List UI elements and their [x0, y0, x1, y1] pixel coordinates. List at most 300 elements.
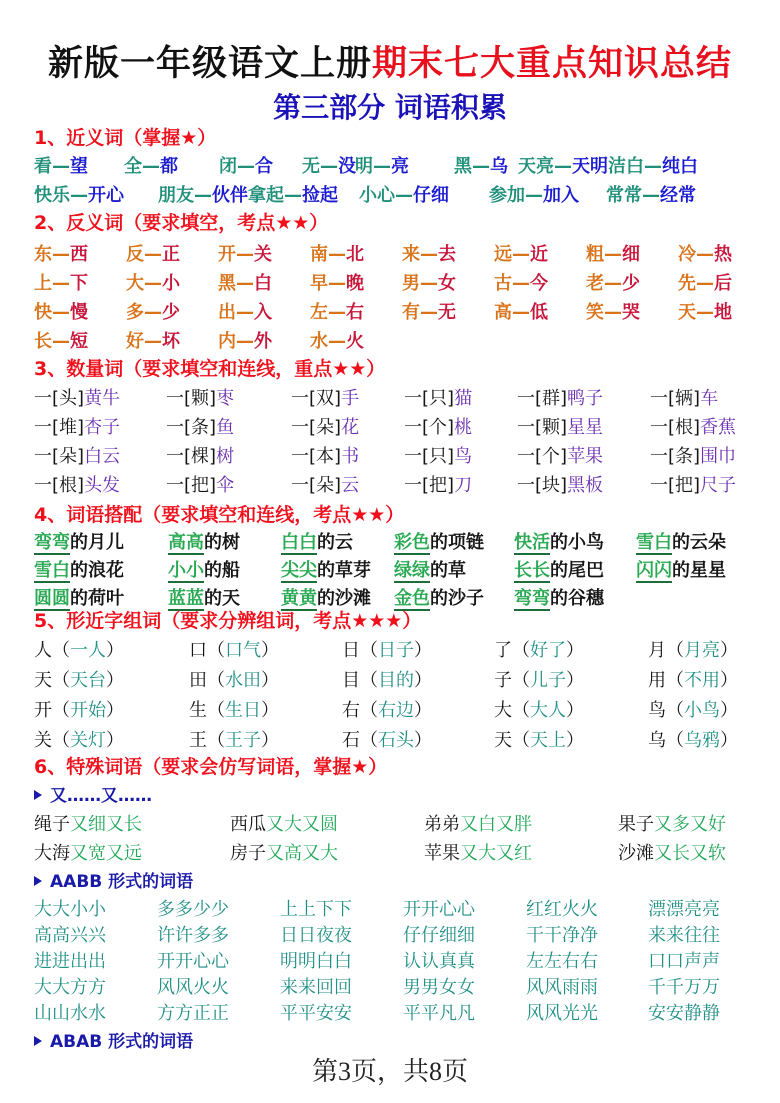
char-word	[189, 726, 279, 752]
word: 不用	[684, 670, 720, 691]
word: 天上	[530, 730, 566, 751]
descriptor: 又宽又远	[70, 843, 142, 864]
word-a: 朋友	[158, 185, 194, 206]
section-heading-similar-characters: 5、形近字组词（要求分辨组词，考点★★★）	[34, 610, 422, 632]
dash: —	[420, 273, 438, 294]
paren: （	[360, 640, 378, 661]
aabb-word: 风风火火	[157, 977, 229, 998]
dash: —	[328, 273, 346, 294]
word: 小鸟	[684, 700, 720, 721]
collocation	[514, 556, 604, 582]
antonym-pair	[34, 298, 88, 324]
you-you-phrase	[618, 810, 726, 836]
word-b: 入	[254, 302, 272, 323]
word-b: 地	[714, 302, 732, 323]
word-b: 加入	[543, 185, 579, 206]
word-b: 无	[438, 302, 456, 323]
bracket-open: 一[	[517, 417, 543, 438]
word-a: 来	[402, 244, 420, 265]
word-b: 开心	[88, 185, 124, 206]
noun: 香蕉	[700, 417, 737, 438]
phrase: 的云朵	[672, 532, 726, 553]
word-a: 左	[310, 302, 328, 323]
measure-word	[650, 471, 736, 497]
paren: （	[52, 640, 70, 661]
paren: （	[512, 730, 530, 751]
bracket-open: 一[	[291, 475, 317, 496]
dash: —	[236, 331, 254, 352]
bracket-open: 一[	[404, 388, 430, 409]
section-heading-measure-words: 3、数量词（要求填空和连线，重点★★）	[34, 358, 386, 380]
aabb-word: 方方正正	[157, 1003, 229, 1024]
character: 关	[34, 730, 52, 751]
word: 生日	[225, 700, 261, 721]
word-b: 低	[530, 302, 548, 323]
word-b: 去	[438, 244, 456, 265]
bracket-close: ]	[334, 388, 342, 409]
bracket-close: ]	[77, 475, 85, 496]
word-b: 望	[70, 156, 88, 177]
dash: —	[236, 244, 254, 265]
page-subtitle: 第三部分 词语积累	[273, 91, 507, 124]
measure-word	[166, 442, 234, 468]
aabb-word: 风风雨雨	[526, 977, 598, 998]
measure: 朵	[59, 446, 78, 467]
paren: ）	[106, 640, 124, 661]
word-b: 女	[438, 273, 456, 294]
dash: —	[525, 185, 543, 206]
measure: 个	[542, 446, 561, 467]
noun: 枣	[216, 388, 235, 409]
word-b: 关	[254, 244, 272, 265]
underlined-word: 蓝蓝	[168, 588, 204, 609]
antonym-pair	[126, 269, 180, 295]
antonym-pair	[218, 327, 272, 353]
paren: ）	[261, 700, 279, 721]
bracket-open: 一[	[404, 475, 430, 496]
word-b: 晚	[346, 273, 364, 294]
subheading-text: AABB 形式的词语	[50, 872, 194, 892]
measure-word	[650, 384, 718, 410]
page-title	[0, 36, 780, 86]
measure-word	[291, 471, 359, 497]
antonym-pair	[678, 269, 732, 295]
aabb-word: 口口声声	[648, 951, 720, 972]
underlined-word: 闪闪	[636, 560, 672, 581]
bracket-open: 一[	[291, 417, 317, 438]
phrase: 的云	[317, 532, 353, 553]
char-word	[189, 666, 279, 692]
word-a: 南	[310, 244, 328, 265]
you-you-phrase	[230, 839, 338, 865]
aabb-word: 山山水水	[34, 1003, 106, 1024]
word: 水田	[225, 670, 261, 691]
paren: （	[666, 640, 684, 661]
bracket-close: ]	[560, 388, 568, 409]
aabb-word: 高高兴兴	[34, 925, 106, 946]
dash: —	[696, 244, 714, 265]
triangle-bullet-icon	[34, 790, 42, 800]
dash: —	[395, 185, 413, 206]
bracket-close: ]	[693, 388, 701, 409]
measure: 只	[429, 446, 448, 467]
measure: 块	[542, 475, 561, 496]
word-a: 冷	[678, 244, 696, 265]
dash: —	[236, 273, 254, 294]
character: 目	[342, 670, 360, 691]
word-b: 热	[714, 244, 732, 265]
char-word	[342, 696, 432, 722]
underlined-word: 圆圆	[34, 588, 70, 609]
aabb-word: 日日夜夜	[280, 925, 352, 946]
bracket-open: 一[	[650, 446, 676, 467]
collocation	[514, 584, 604, 610]
subheading-you-you	[34, 781, 152, 806]
phrase: 的草芽	[317, 560, 371, 581]
paren: （	[666, 670, 684, 691]
word-a: 天	[678, 302, 696, 323]
antonym-pair	[402, 298, 456, 324]
noun: 头发	[84, 475, 121, 496]
you-you-phrase	[34, 839, 142, 865]
paren: ）	[414, 670, 432, 691]
word-a: 明	[355, 156, 373, 177]
synonym-pair	[355, 152, 409, 178]
phrase: 的船	[204, 560, 240, 581]
char-word	[494, 726, 584, 752]
phrase: 的树	[204, 532, 240, 553]
phrase: 的浪花	[70, 560, 124, 581]
word: 日子	[378, 640, 414, 661]
measure-word	[34, 471, 120, 497]
char-word	[648, 696, 738, 722]
synonym-pair	[606, 181, 696, 207]
word: 石头	[378, 730, 414, 751]
paren: ）	[566, 730, 584, 751]
synonym-pair	[302, 152, 356, 178]
word-b: 合	[255, 156, 273, 177]
synonym-pair	[34, 181, 124, 207]
phrase: 的月儿	[70, 532, 124, 553]
paren: ）	[414, 700, 432, 721]
measure: 只	[429, 388, 448, 409]
word-a: 参加	[489, 185, 525, 206]
word: 口气	[225, 640, 261, 661]
measure-word	[291, 384, 359, 410]
measure: 双	[316, 388, 335, 409]
character: 石	[342, 730, 360, 751]
antonym-pair	[494, 269, 548, 295]
word-b: 少	[162, 302, 180, 323]
measure-word	[34, 413, 120, 439]
dash: —	[144, 331, 162, 352]
word-b: 短	[70, 331, 88, 352]
character: 乌	[648, 730, 666, 751]
word-b: 下	[70, 273, 88, 294]
antonym-pair	[494, 298, 548, 324]
word-a: 反	[126, 244, 144, 265]
dash: —	[373, 156, 391, 177]
char-word	[494, 666, 584, 692]
antonym-pair	[34, 240, 88, 266]
bracket-open: 一[	[517, 475, 543, 496]
dash: —	[644, 156, 662, 177]
descriptor: 又高又大	[266, 843, 338, 864]
synonym-pair	[359, 181, 449, 207]
paren: （	[512, 670, 530, 691]
bracket-open: 一[	[34, 475, 60, 496]
noun: 伞	[216, 475, 235, 496]
antonym-pair	[126, 240, 180, 266]
bracket-close: ]	[693, 446, 701, 467]
word: 右边	[378, 700, 414, 721]
word-a: 大	[126, 273, 144, 294]
bracket-close: ]	[447, 475, 455, 496]
noun: 车	[700, 388, 719, 409]
character: 右	[342, 700, 360, 721]
subheading-text: 又……又……	[50, 786, 152, 806]
paren: ）	[566, 670, 584, 691]
measure: 辆	[675, 388, 694, 409]
word: 关灯	[70, 730, 106, 751]
triangle-bullet-icon	[34, 1036, 42, 1046]
paren: ）	[261, 670, 279, 691]
antonym-pair	[678, 240, 732, 266]
measure: 条	[675, 446, 694, 467]
measure: 朵	[316, 475, 335, 496]
underlined-word: 弯弯	[34, 532, 70, 553]
dash: —	[420, 302, 438, 323]
noun: 刀	[454, 475, 473, 496]
subheading-abab	[34, 1027, 193, 1052]
bracket-close: ]	[447, 388, 455, 409]
aabb-word: 来来回回	[280, 977, 352, 998]
word-b: 后	[714, 273, 732, 294]
bracket-close: ]	[560, 475, 568, 496]
collocation	[281, 556, 371, 582]
antonym-pair	[218, 240, 272, 266]
noun: 鱼	[216, 417, 235, 438]
noun: 鸟	[454, 446, 473, 467]
word: 大人	[530, 700, 566, 721]
antonym-pair	[586, 269, 640, 295]
synonym-pair	[34, 152, 88, 178]
measure-word	[166, 384, 234, 410]
underlined-word: 雪白	[34, 560, 70, 581]
paren: ）	[720, 670, 738, 691]
aabb-word: 仔仔细细	[403, 925, 475, 946]
word: 目的	[378, 670, 414, 691]
dash: —	[696, 302, 714, 323]
word-a: 多	[126, 302, 144, 323]
measure-word	[166, 413, 234, 439]
word-b: 白	[254, 273, 272, 294]
dash: —	[512, 244, 530, 265]
bracket-open: 一[	[34, 417, 60, 438]
noun: 云	[341, 475, 360, 496]
paren: ）	[414, 730, 432, 751]
word: 儿子	[530, 670, 566, 691]
noun: 花	[341, 417, 360, 438]
paren: （	[666, 700, 684, 721]
noun: 西瓜	[230, 814, 266, 835]
word-a: 拿起	[248, 185, 284, 206]
aabb-word: 进进出出	[34, 951, 106, 972]
measure-word	[650, 413, 736, 439]
you-you-phrase	[230, 810, 338, 836]
descriptor: 又细又长	[70, 814, 142, 835]
bracket-open: 一[	[650, 388, 676, 409]
antonym-pair	[218, 298, 272, 324]
paren: （	[207, 670, 225, 691]
measure: 颗	[542, 417, 561, 438]
noun: 苹果	[567, 446, 604, 467]
bracket-close: ]	[693, 417, 701, 438]
antonym-pair	[310, 298, 364, 324]
aabb-word: 大大方方	[34, 977, 106, 998]
antonym-pair	[494, 240, 548, 266]
antonym-pair	[126, 327, 180, 353]
word-b: 西	[70, 244, 88, 265]
collocation	[168, 528, 240, 554]
collocation	[281, 528, 353, 554]
noun: 猫	[454, 388, 473, 409]
word-b: 慢	[70, 302, 88, 323]
character: 鸟	[648, 700, 666, 721]
noun: 弟弟	[424, 814, 460, 835]
noun: 桃	[454, 417, 473, 438]
paren: ）	[720, 640, 738, 661]
paren: （	[52, 700, 70, 721]
noun: 大海	[34, 843, 70, 864]
bracket-open: 一[	[291, 446, 317, 467]
collocation	[394, 556, 466, 582]
dash: —	[52, 156, 70, 177]
dash: —	[328, 302, 346, 323]
aabb-word: 干干净净	[526, 925, 598, 946]
synonym-pair	[489, 181, 579, 207]
phrase: 的沙滩	[317, 588, 371, 609]
character: 王	[189, 730, 207, 751]
dash: —	[52, 302, 70, 323]
character: 大	[494, 700, 512, 721]
character: 子	[494, 670, 512, 691]
word-a: 长	[34, 331, 52, 352]
you-you-phrase	[34, 810, 142, 836]
word-a: 有	[402, 302, 420, 323]
measure-word	[404, 442, 472, 468]
phrase: 的项链	[430, 532, 484, 553]
dash: —	[604, 244, 622, 265]
dash: —	[604, 302, 622, 323]
paren: （	[360, 730, 378, 751]
aabb-word: 明明白白	[280, 951, 352, 972]
character: 用	[648, 670, 666, 691]
char-word	[34, 666, 124, 692]
word-b: 没	[338, 156, 356, 177]
word-b: 右	[346, 302, 364, 323]
word-a: 远	[494, 244, 512, 265]
char-word	[189, 636, 279, 662]
section-heading-synonyms: 1、近义词（掌握★）	[34, 127, 217, 149]
underlined-word: 尖尖	[281, 560, 317, 581]
collocation	[394, 528, 484, 554]
measure: 个	[429, 417, 448, 438]
noun: 房子	[230, 843, 266, 864]
dash: —	[70, 185, 88, 206]
bracket-open: 一[	[166, 388, 192, 409]
char-word	[342, 636, 432, 662]
aabb-word: 平平凡凡	[403, 1003, 475, 1024]
bracket-close: ]	[77, 446, 85, 467]
synonym-pair	[248, 181, 338, 207]
word-a: 古	[494, 273, 512, 294]
descriptor: 又大又圆	[266, 814, 338, 835]
measure-word	[291, 442, 359, 468]
antonym-pair	[218, 269, 272, 295]
aabb-word: 左左右右	[526, 951, 598, 972]
underlined-word: 快活	[514, 532, 550, 553]
aabb-word: 千千万万	[648, 977, 720, 998]
aabb-word: 上上下下	[280, 899, 352, 920]
descriptor: 又长又软	[654, 843, 726, 864]
bracket-close: ]	[334, 417, 342, 438]
bracket-close: ]	[560, 446, 568, 467]
descriptor: 又大又红	[460, 843, 532, 864]
antonym-pair	[586, 298, 640, 324]
underlined-word: 小小	[168, 560, 204, 581]
paren: （	[207, 730, 225, 751]
subheading-aabb	[34, 867, 193, 892]
word: 月亮	[684, 640, 720, 661]
descriptor: 又白又胖	[460, 814, 532, 835]
word-a: 洁白	[608, 156, 644, 177]
bracket-close: ]	[209, 475, 217, 496]
antonym-pair	[402, 269, 456, 295]
measure: 根	[59, 475, 78, 496]
underlined-word: 绿绿	[394, 560, 430, 581]
paren: （	[52, 670, 70, 691]
dash: —	[420, 244, 438, 265]
paren: ）	[106, 670, 124, 691]
word-a: 常常	[606, 185, 642, 206]
aabb-word: 许许多多	[157, 925, 229, 946]
word-b: 火	[346, 331, 364, 352]
dash: —	[144, 244, 162, 265]
paren: ）	[261, 730, 279, 751]
word-b: 正	[162, 244, 180, 265]
measure-word	[291, 413, 359, 439]
phrase: 的荷叶	[70, 588, 124, 609]
phrase: 的谷穗	[550, 588, 604, 609]
paren: ）	[720, 700, 738, 721]
word-b: 亮	[391, 156, 409, 177]
dash: —	[237, 156, 255, 177]
antonym-pair	[34, 269, 88, 295]
synonym-pair	[518, 152, 608, 178]
dash: —	[604, 273, 622, 294]
underlined-word: 弯弯	[514, 588, 550, 609]
synonym-pair	[219, 152, 273, 178]
synonym-pair	[454, 152, 508, 178]
measure: 条	[191, 417, 210, 438]
word-a: 好	[126, 331, 144, 352]
word-b: 外	[254, 331, 272, 352]
word-b: 伙伴	[212, 185, 248, 206]
paren: （	[512, 640, 530, 661]
you-you-phrase	[424, 839, 532, 865]
aabb-word: 安安静静	[648, 1003, 720, 1024]
